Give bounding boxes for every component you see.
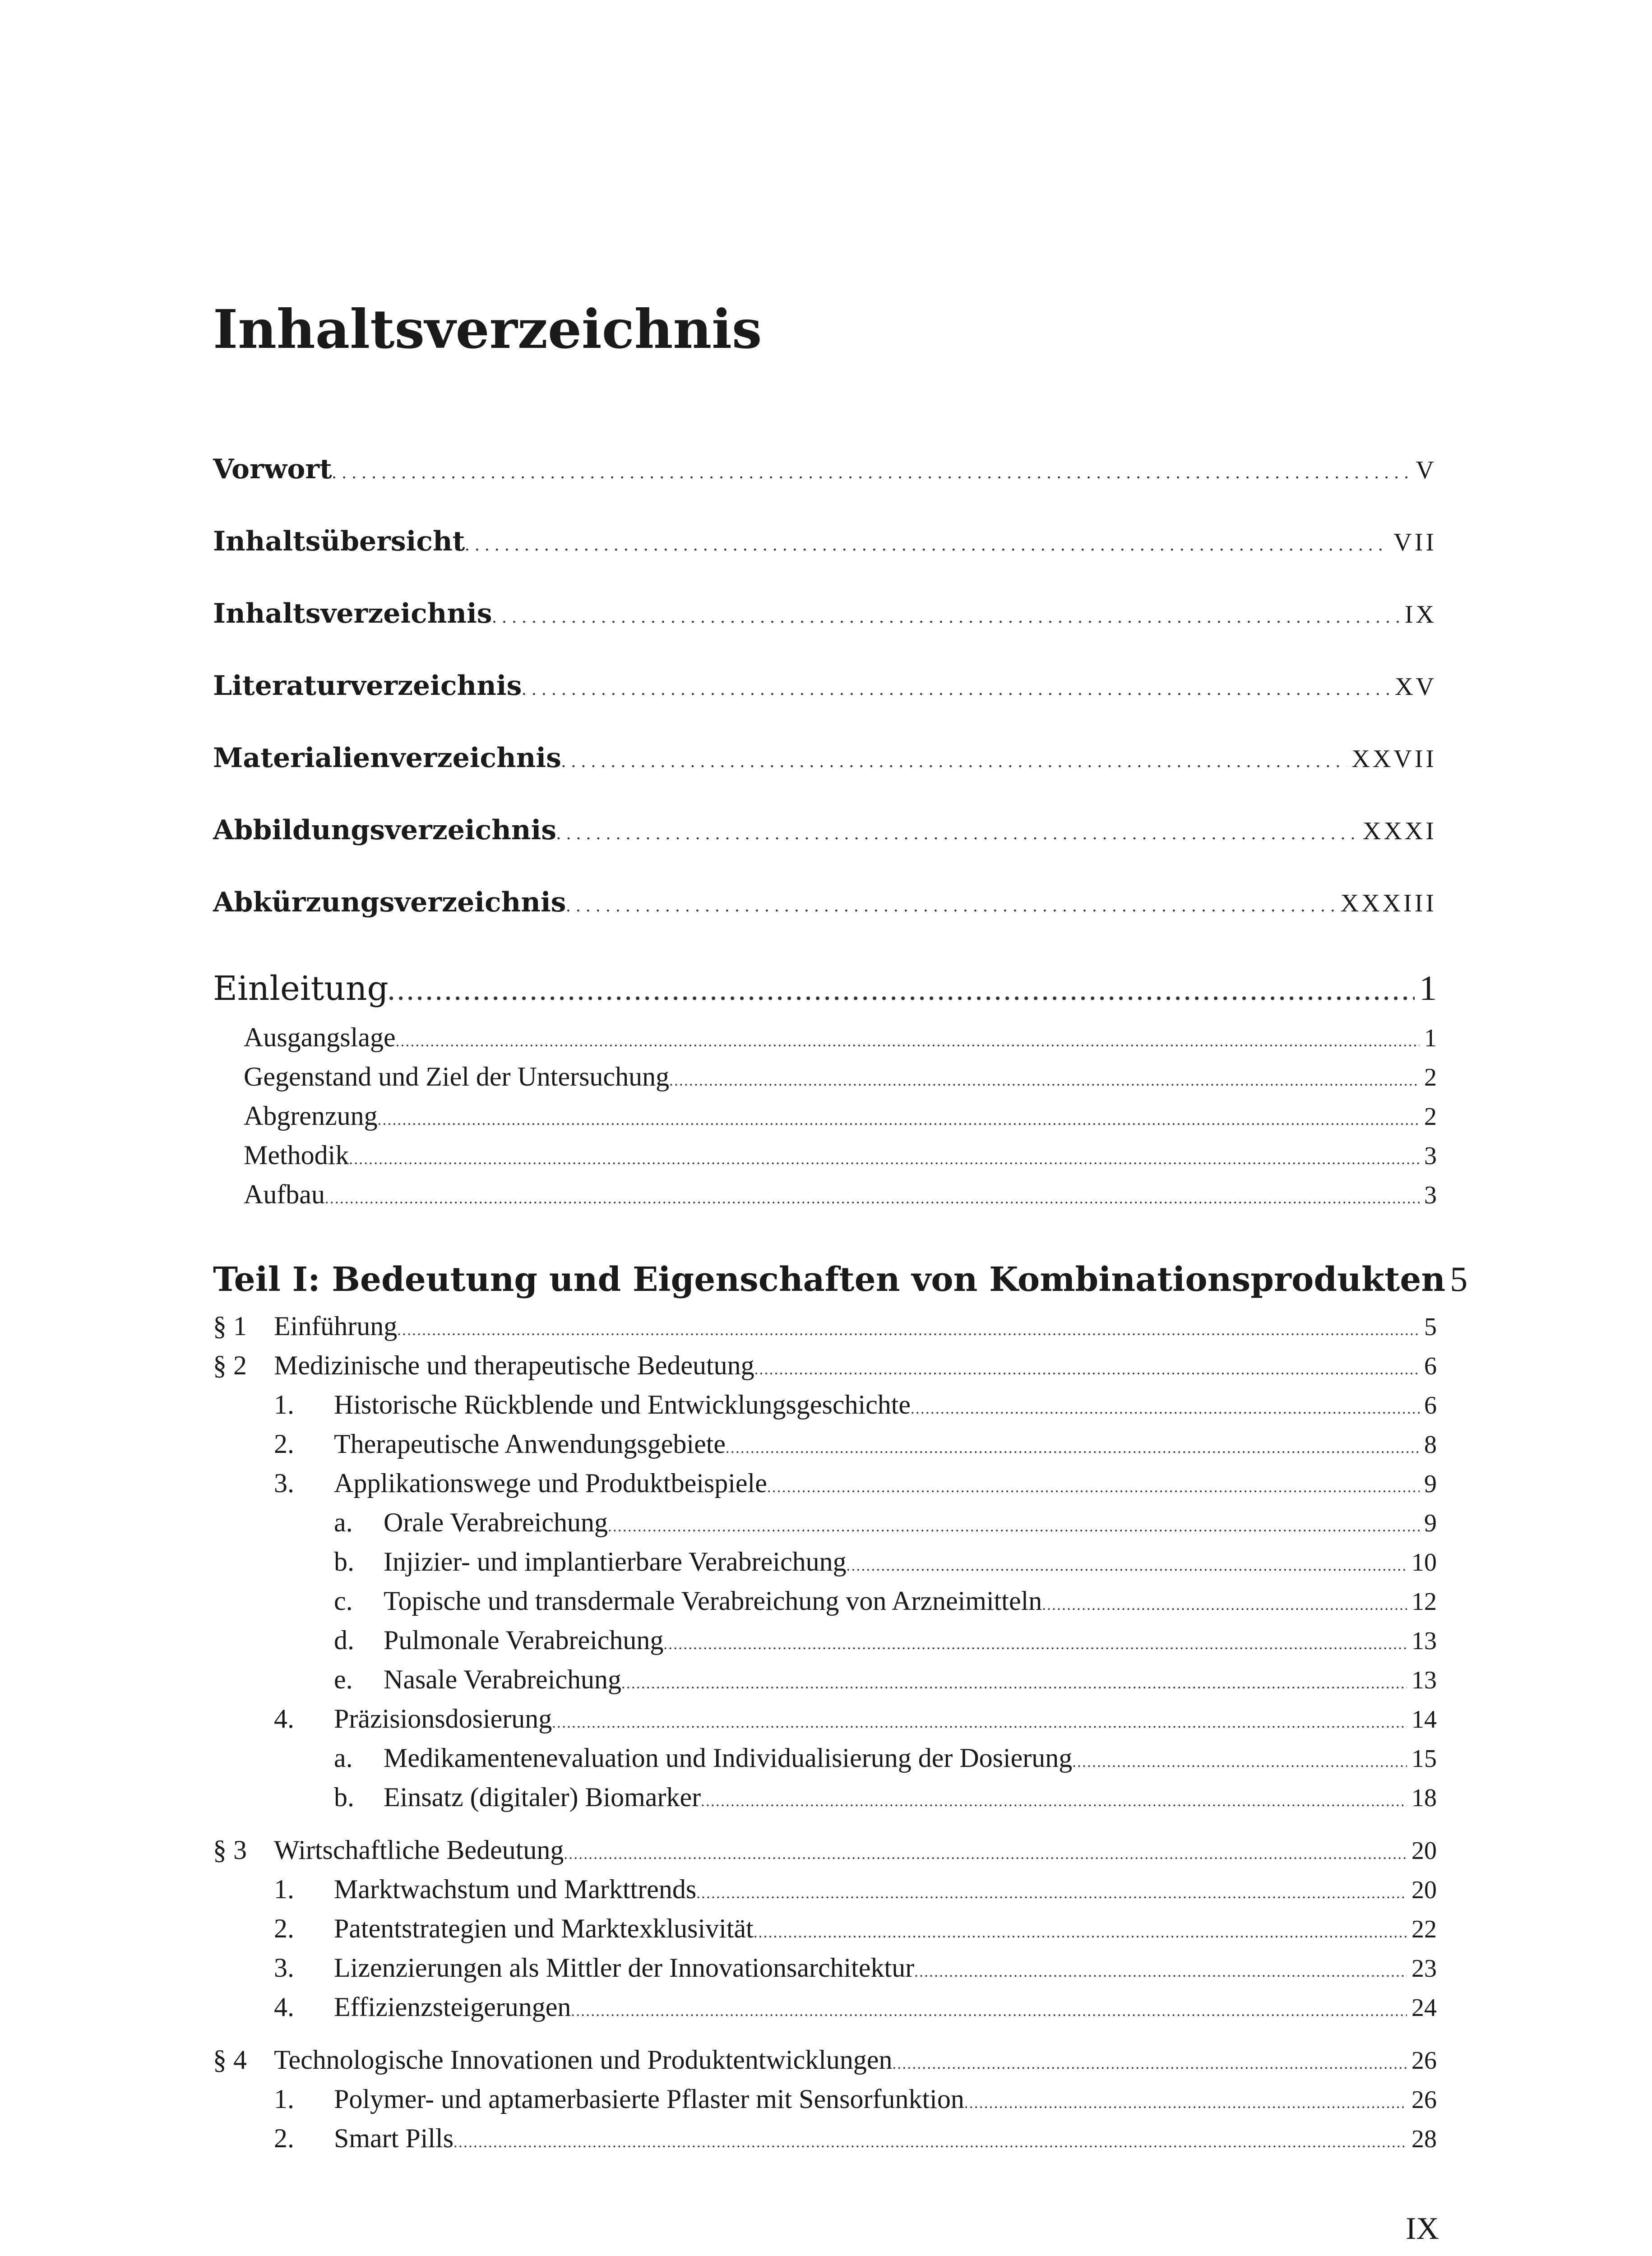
entry-page: V	[1416, 456, 1437, 484]
leader-dots	[621, 1675, 1407, 1692]
toc-entry-vorwort[interactable]	[213, 453, 1437, 494]
toc-entry[interactable]	[244, 1022, 1437, 1059]
entry-page: 20	[1411, 1876, 1437, 1904]
entry-page: 6	[1424, 1392, 1437, 1419]
leader-dots	[663, 1636, 1407, 1653]
leader-dots	[701, 1793, 1407, 1810]
section-number: § 3	[213, 1835, 247, 1865]
entry-label: Literaturverzeichnis	[213, 670, 522, 702]
leader-dots	[556, 823, 1358, 844]
subsubsection-letter: a.	[334, 1743, 353, 1773]
leader-dots	[754, 1924, 1407, 1942]
entry-page: 2	[1424, 1063, 1437, 1091]
subsection-number: 1.	[274, 1874, 294, 1904]
subsection-number: 4.	[274, 1992, 294, 2022]
toc-subsubsection[interactable]	[334, 1507, 1437, 1544]
toc-entry[interactable]	[244, 1179, 1437, 1216]
toc-subsection[interactable]	[274, 1428, 1437, 1465]
entry-page: 14	[1411, 1706, 1437, 1734]
entry-page: XXXIII	[1340, 889, 1437, 917]
entry-page: 13	[1411, 1666, 1437, 1694]
entry-page: 2	[1424, 1103, 1437, 1131]
leader-dots	[847, 1558, 1407, 1575]
leader-dots	[964, 2095, 1407, 2112]
entry-label: Topische und transdermale Verabreichung von Arzneimitteln	[384, 1586, 1042, 1616]
toc-section-3[interactable]	[213, 1835, 1437, 1872]
part-label: Einleitung	[213, 969, 389, 1008]
entry-label: Pulmonale Verabreichung	[384, 1625, 664, 1655]
entry-page: 12	[1411, 1588, 1437, 1616]
entry-page: XXVII	[1351, 745, 1437, 773]
leader-dots	[561, 750, 1347, 772]
entry-label: Gegenstand und Ziel der Untersuchung	[244, 1062, 670, 1091]
entry-page: 13	[1411, 1627, 1437, 1655]
subsubsection-letter: c.	[334, 1586, 353, 1616]
toc-subsubsection[interactable]	[334, 1586, 1437, 1623]
leader-dots	[332, 462, 1411, 483]
toc-subsubsection[interactable]	[334, 1546, 1437, 1583]
part-page: 5	[1450, 1259, 1468, 1299]
entry-page: 5	[1424, 1313, 1437, 1341]
leader-dots	[325, 1190, 1420, 1207]
page-number: IX	[1406, 2211, 1439, 2246]
leader-dots	[378, 1112, 1420, 1129]
leader-dots	[571, 2003, 1407, 2020]
subsection-number: 2.	[274, 2123, 294, 2153]
entry-page: 15	[1411, 1745, 1437, 1773]
leader-dots	[552, 1715, 1407, 1732]
subsubsection-letter: b.	[334, 1782, 354, 1812]
leader-dots	[349, 1151, 1420, 1168]
entry-label: Einführung	[274, 1311, 398, 1341]
toc-subsection[interactable]	[274, 1992, 1437, 2029]
toc-part-teil-1[interactable]	[213, 1259, 1468, 1304]
leader-dots	[397, 1322, 1420, 1339]
toc-entry-abkuerzungsverzeichnis[interactable]	[213, 887, 1437, 927]
entry-label: Medizinische und therapeutische Bedeutung	[274, 1350, 754, 1380]
toc-section-4[interactable]	[213, 2044, 1437, 2081]
leader-dots	[566, 895, 1336, 916]
section-number: § 4	[213, 2045, 247, 2075]
toc-subsubsection[interactable]	[334, 1664, 1437, 1701]
entry-page: 10	[1411, 1549, 1437, 1576]
entry-page: 26	[1411, 2047, 1437, 2075]
leader-dots	[1072, 1754, 1407, 1771]
subsubsection-letter: b.	[334, 1547, 354, 1576]
leader-dots	[522, 678, 1390, 699]
toc-entry[interactable]	[244, 1100, 1437, 1137]
entry-label: Abkürzungsverzeichnis	[213, 887, 566, 918]
toc-subsection[interactable]	[274, 1468, 1437, 1505]
part-page: 1	[1419, 968, 1437, 1008]
entry-label: Inhaltsverzeichnis	[213, 598, 492, 629]
toc-entry-literaturverzeichnis[interactable]	[213, 670, 1437, 711]
toc-entry-materialienverzeichnis[interactable]	[213, 742, 1437, 783]
subsection-number: 3.	[274, 1468, 294, 1498]
part-label: Teil I: Bedeutung und Eigenschaften von Kombinationsprodukten	[213, 1260, 1446, 1299]
entry-label: Vorwort	[213, 453, 332, 485]
leader-dots	[453, 2134, 1407, 2151]
toc-subsection[interactable]	[274, 1913, 1437, 1950]
leader-dots	[893, 2056, 1407, 2073]
leader-dots	[696, 1885, 1407, 1902]
leader-dots	[669, 1073, 1420, 1090]
subsection-number: 4.	[274, 1704, 294, 1734]
entry-label: Historische Rückblende und Entwicklungsgeschichte	[334, 1390, 911, 1419]
entry-label: Abgrenzung	[244, 1101, 378, 1131]
leader-dots	[465, 534, 1389, 555]
toc-entry[interactable]	[244, 1061, 1437, 1098]
entry-page: 18	[1411, 1784, 1437, 1812]
entry-page: VII	[1393, 528, 1437, 556]
entry-label: Medikamentenevaluation und Individualisierung der Dosierung	[384, 1743, 1073, 1773]
toc-entry[interactable]	[244, 1140, 1437, 1177]
entry-label: Methodik	[244, 1140, 349, 1170]
entry-page: 8	[1424, 1431, 1437, 1459]
entry-page: 3	[1424, 1181, 1437, 1209]
entry-page: IX	[1404, 601, 1437, 629]
toc-subsection[interactable]	[274, 2123, 1437, 2160]
section-number: § 1	[213, 1311, 247, 1341]
entry-label: Applikationswege und Produktbeispiele	[334, 1468, 767, 1498]
entry-label: Patentstrategien und Marktexklusivität	[334, 1914, 754, 1943]
subsection-number: 2.	[274, 1914, 294, 1943]
entry-label: Technologische Innovationen und Produktentwicklungen	[274, 2045, 893, 2075]
entry-label: Nasale Verabreichung	[384, 1664, 621, 1694]
toc-entry-inhaltsverzeichnis[interactable]	[213, 598, 1437, 638]
toc-subsection[interactable]	[274, 1703, 1437, 1740]
toc-subsection[interactable]	[274, 1389, 1437, 1426]
leader-dots	[911, 1401, 1420, 1418]
leader-dots	[389, 979, 1415, 1005]
toc-part-einleitung[interactable]	[213, 968, 1437, 1013]
toc-section-2[interactable]	[213, 1350, 1437, 1387]
entry-label: Lizenzierungen als Mittler der Innovationsarchitektur	[334, 1953, 915, 1983]
toc-subsubsection[interactable]	[334, 1743, 1437, 1780]
subsection-number: 1.	[274, 2084, 294, 2114]
entry-label: Materialienverzeichnis	[213, 742, 561, 774]
entry-page: 9	[1424, 1470, 1437, 1498]
leader-dots	[726, 1440, 1420, 1457]
entry-page: XV	[1395, 673, 1437, 701]
entry-page: 9	[1424, 1509, 1437, 1537]
entry-label: Einsatz (digitaler) Biomarker	[384, 1782, 701, 1812]
subsection-number: 1.	[274, 1390, 294, 1419]
toc-entry-inhaltsuebersicht[interactable]	[213, 526, 1437, 566]
toc-subsubsection[interactable]	[334, 1625, 1437, 1662]
page-title: Inhaltsverzeichnis	[213, 298, 762, 361]
subsubsection-letter: e.	[334, 1664, 353, 1694]
leader-dots	[564, 1846, 1407, 1863]
leader-dots	[914, 1964, 1407, 1981]
entry-label: Polymer- und aptamerbasierte Pflaster mit Sensorfunktion	[334, 2084, 964, 2114]
entry-label: Inhaltsübersicht	[213, 526, 465, 557]
entry-page: 26	[1411, 2086, 1437, 2114]
entry-label: Smart Pills	[334, 2123, 454, 2153]
entry-page: 22	[1411, 1915, 1437, 1943]
leader-dots	[754, 1361, 1420, 1378]
entry-label: Orale Verabreichung	[384, 1507, 608, 1537]
subsection-number: 3.	[274, 1953, 294, 1983]
leader-dots	[492, 606, 1400, 627]
entry-label: Injizier- und implantierbare Verabreichung	[384, 1547, 847, 1576]
subsubsection-letter: d.	[334, 1625, 354, 1655]
entry-page: 28	[1411, 2125, 1437, 2153]
leader-dots	[608, 1518, 1420, 1535]
entry-page: 20	[1411, 1837, 1437, 1865]
leader-dots	[396, 1033, 1420, 1050]
entry-label: Wirtschaftliche Bedeutung	[274, 1835, 564, 1865]
leader-dots	[767, 1479, 1420, 1496]
entry-label: Ausgangslage	[244, 1022, 396, 1052]
subsubsection-letter: a.	[334, 1507, 353, 1537]
entry-label: Effizienzsteigerungen	[334, 1992, 571, 2022]
entry-label: Präzisionsdosierung	[334, 1704, 552, 1734]
entry-page: 3	[1424, 1142, 1437, 1170]
entry-page: XXXI	[1363, 817, 1437, 845]
entry-page: 24	[1411, 1994, 1437, 2022]
toc-entry-abbildungsverzeichnis[interactable]	[213, 814, 1437, 855]
entry-label: Aufbau	[244, 1179, 325, 1209]
entry-page: 23	[1411, 1955, 1437, 1983]
toc-section-1[interactable]	[213, 1311, 1437, 1348]
toc-subsection[interactable]	[274, 1874, 1437, 1911]
subsection-number: 2.	[274, 1429, 294, 1459]
toc-subsection[interactable]	[274, 2084, 1437, 2121]
entry-label: Abbildungsverzeichnis	[213, 814, 557, 846]
toc-subsubsection[interactable]	[334, 1782, 1437, 1819]
entry-label: Marktwachstum und Markttrends	[334, 1874, 697, 1904]
leader-dots	[1042, 1597, 1407, 1614]
section-number: § 2	[213, 1350, 247, 1380]
entry-label: Therapeutische Anwendungsgebiete	[334, 1429, 726, 1459]
toc-subsection[interactable]	[274, 1952, 1437, 1989]
entry-page: 1	[1424, 1024, 1437, 1052]
entry-page: 6	[1424, 1352, 1437, 1380]
